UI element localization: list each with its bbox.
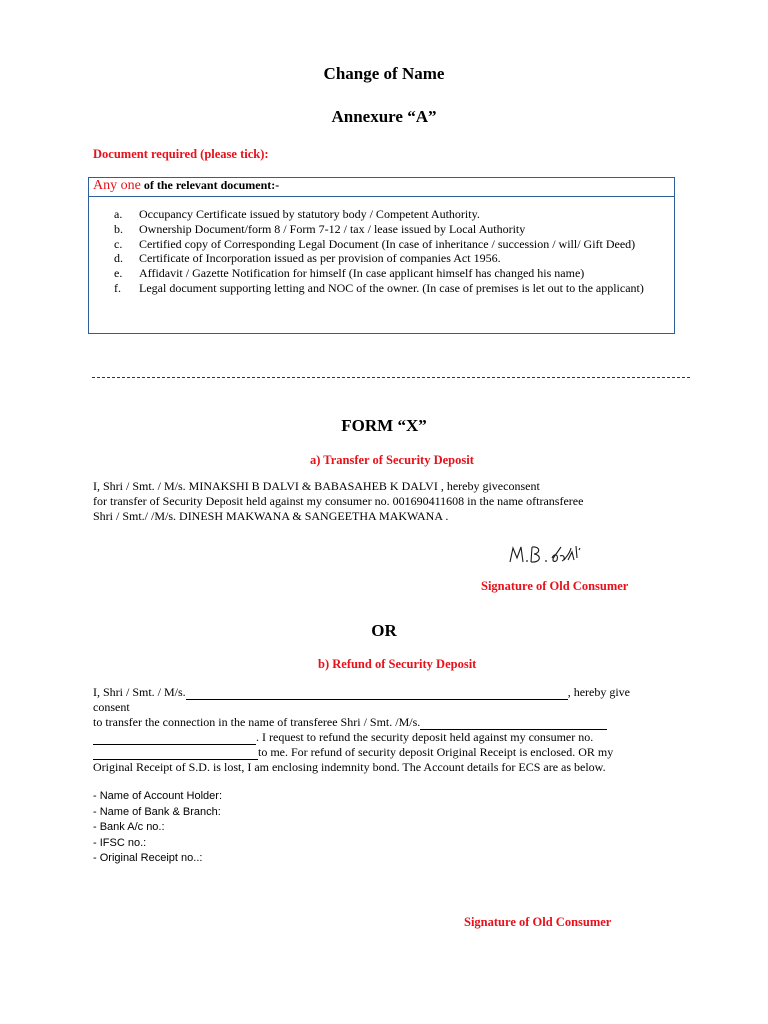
- document-title: Change of Name: [323, 64, 445, 83]
- or-separator: OR: [371, 621, 397, 640]
- documents-required-label: Document required (please tick):: [93, 147, 269, 161]
- section-b-line-2: consent: [93, 700, 130, 714]
- section-a-line-1: I, Shri / Smt. / M/s. MINAKSHI B DALVI & BABASAHEB K DALVI , hereby giveconsent: [93, 479, 540, 493]
- document-item-letter: f.: [114, 280, 121, 295]
- section-b-line-1: [93, 685, 693, 700]
- annexure-title: Annexure “A”: [331, 107, 437, 126]
- document-item-letter: a.: [114, 207, 123, 221]
- section-a-line-2: for transfer of Security Deposit held against my consumer no. 001690411608 in the name oftransferee: [93, 494, 584, 508]
- section-b-transferee-prefix: to transfer the connection in the name of transferee Shri / Smt. /M/s.: [93, 715, 421, 729]
- document-item: [114, 266, 662, 281]
- ecs-field-label: - Name of Bank & Branch:: [93, 805, 221, 818]
- section-divider: [92, 377, 690, 378]
- documents-box-header: [88, 177, 675, 197]
- document-item: [114, 237, 662, 252]
- ecs-field-label: - IFSC no.:: [93, 836, 147, 849]
- transferee-name-continued-field[interactable]: [93, 732, 256, 745]
- section-b-name-suffix: , hereby give: [567, 685, 630, 699]
- section-b-line-5: [93, 745, 693, 760]
- section-b-consent-text: [93, 685, 693, 775]
- section-b-line-6: Original Receipt of S.D. is lost, I am enclosing indemnity bond. The Account details for ECS are as below.: [93, 760, 606, 774]
- section-b-line-3: [93, 715, 693, 730]
- document-item-letter: d.: [114, 251, 123, 266]
- consumer-number-field[interactable]: [93, 747, 258, 760]
- document-item-text: Certified copy of Corresponding Legal Document (In case of inheritance / succession / will/ Gift Deed): [139, 236, 636, 251]
- document-item: [114, 207, 662, 222]
- documents-list: [114, 207, 662, 296]
- document-item-text: Affidavit / Gazette Notification for himself (In case applicant himself has changed his name): [139, 266, 585, 281]
- ecs-field-label: - Bank A/c no.:: [93, 821, 165, 833]
- document-item: [114, 222, 662, 237]
- document-item-text: Ownership Document/form 8 / Form 7-12 / tax / lease issued by Local Authority: [139, 221, 526, 236]
- ecs-field-label: - Original Receipt no..:: [93, 852, 203, 864]
- section-b-name-prefix: I, Shri / Smt. / M/s.: [93, 685, 186, 699]
- section-b-signature-label: Signature of Old Consumer: [464, 915, 612, 929]
- document-item: [114, 281, 662, 296]
- document-item-text: Legal document supporting letting and NOC of the owner. (In case of premises is let out to the applicant): [139, 280, 644, 295]
- section-b-line-4: [93, 730, 693, 745]
- handwritten-signature: [504, 538, 604, 568]
- document-item-text: Occupancy Certificate issued by statutory body / Competent Authority.: [139, 207, 480, 221]
- document-item-letter: e.: [114, 266, 123, 281]
- section-a-line-3: Shri / Smt./ /M/s. DINESH MAKWANA & SANGEETHA MAKWANA .: [93, 509, 449, 523]
- transferee-name-field[interactable]: [420, 717, 607, 730]
- section-b-heading: b) Refund of Security Deposit: [318, 657, 477, 671]
- section-a-signature-label: Signature of Old Consumer: [481, 579, 629, 593]
- section-a-consent-text: [93, 479, 693, 524]
- any-one-label: Any one: [93, 178, 141, 193]
- document-item: [114, 251, 662, 266]
- section-b-refund-request: . I request to refund the security deposit held against my consumer no.: [256, 730, 594, 744]
- relevant-document-label: of the relevant document:-: [143, 178, 280, 192]
- ecs-field-label: - Name of Account Holder:: [93, 790, 223, 802]
- document-item-text: Certificate of Incorporation issued as per provision of companies Act 1956.: [139, 251, 501, 266]
- document-item-letter: b.: [114, 221, 123, 236]
- document-item-letter: c.: [114, 236, 123, 251]
- form-title: FORM “X”: [341, 416, 427, 435]
- ecs-details-list: [93, 789, 222, 867]
- applicant-name-field[interactable]: [186, 687, 568, 700]
- section-b-receipt-text: to me. For refund of security deposit Original Receipt is enclosed. OR my: [258, 745, 614, 759]
- section-a-heading: a) Transfer of Security Deposit: [310, 453, 474, 467]
